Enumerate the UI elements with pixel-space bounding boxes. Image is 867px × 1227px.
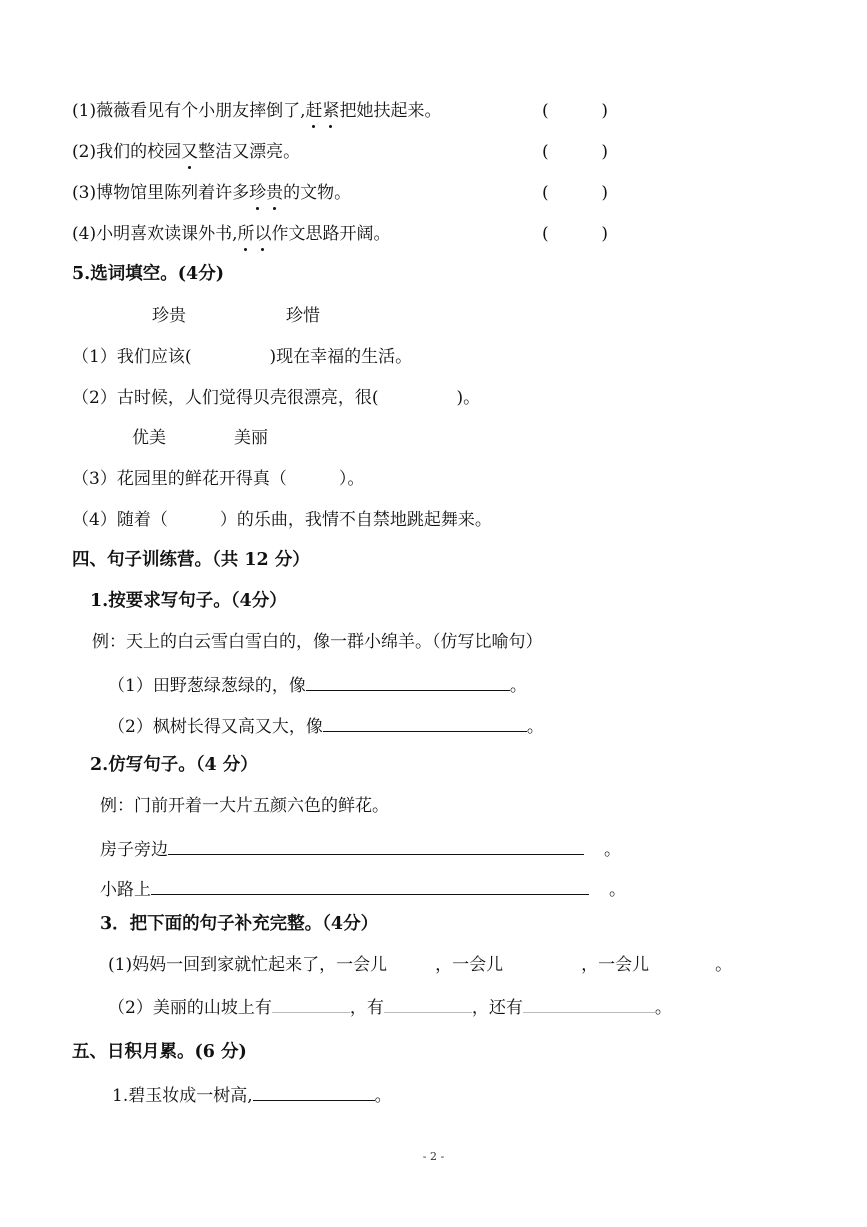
q5-s4-pre: （4）随着（ [72,510,168,530]
q5-word-option-2: 珍惜 [286,306,320,326]
q5-word-option-3: 优美 [132,428,166,448]
q4-item-1-answer-parens[interactable] [542,99,608,123]
section-4-q3-sentence-2 [108,994,672,1020]
q3-s1-a: (1)妈妈一回到家就忙起来了，一会儿 [108,955,388,975]
emphasis-dotted-char: 所 [237,224,255,244]
q5-sentence-1 [72,345,412,369]
q2-s2-post: 。 [609,880,626,900]
q4-item-2-answer-parens[interactable] [542,140,608,164]
paren-close: ) [601,142,608,162]
q4-item-1 [72,99,441,123]
section-4-q2-example: 例：门前开着一大片五颜六色的鲜花。 [100,796,389,816]
section-4-q1-sentence-1 [108,672,527,698]
q5-sentence-4 [72,508,492,532]
q4-item-3-pre: (3)博物馆里陈列着许多 [72,183,250,203]
q5-s4-post: ）的乐曲，我情不自禁地跳起舞来。 [219,510,492,530]
q4-item-4-answer-parens[interactable] [542,222,608,246]
q5-s2-pre: （2）古时候，人们觉得贝壳很漂亮，很( [72,388,379,408]
q2-s2-answer-line[interactable] [151,876,589,895]
q4-item-2-dotted [181,142,198,162]
q3-s1-c: ，一会儿 [581,955,650,975]
paren-close: ) [601,183,608,203]
q2-s2-pre: 小路上 [100,880,151,900]
emphasis-dotted-char: 又 [181,142,199,162]
q5-title: 5.选词填空。(4分) [72,264,225,284]
paren-close: ) [601,224,608,244]
sec5-q1-post: 。 [374,1086,392,1106]
q4-item-3-answer-parens[interactable] [542,181,608,205]
q3-s1-d: 。 [715,955,733,975]
q1-s2-pre: （2）枫树长得又高又大，像 [108,717,323,737]
emphasis-dotted-char: 珍 [249,183,267,203]
q1-s1-pre: （1）田野葱绿葱绿的，像 [108,676,306,696]
q3-s2-c: ，还有 [471,998,523,1018]
q4-item-2 [72,140,300,164]
paren-open: ( [542,142,549,162]
q3-s2-b: ，有 [349,998,384,1018]
q5-word-option-1: 珍贵 [152,306,186,326]
q4-item-4-dotted [237,224,271,244]
section-4-title: 四、句子训练营。（共 12 分） [72,550,310,570]
q4-item-2-post: 整洁又漂亮。 [198,142,301,162]
q1-s1-post: 。 [509,676,527,696]
q5-sentence-2 [72,386,480,410]
section-4-q2-title: 2.仿写句子。（4 分） [90,755,258,775]
q5-s3-pre: （3）花园里的鲜花开得真（ [72,469,287,489]
q5-s2-post: )。 [456,388,481,408]
section-4-q1-example: 例：天上的白云雪白雪白的，像一群小绵羊。（仿写比喻句） [92,632,543,652]
paren-open: ( [542,224,549,244]
q4-item-4-pre: (4)小明喜欢读课外书, [72,224,238,244]
section-5-title: 五、日积月累。(6 分) [72,1042,247,1062]
q2-s1-post: 。 [604,840,621,860]
sec5-q1-answer-line[interactable] [253,1082,375,1101]
emphasis-dotted-char: 赶 [305,101,323,121]
section-4-q2-sentence-2 [100,876,626,902]
q4-item-1-pre: (1)薇薇看见有个小朋友摔倒了, [72,101,306,121]
section-4-q3-sentence-1 [108,953,732,977]
section-4-q1-title: 1.按要求写句子。（4分） [90,591,287,611]
section-4-q3-title: 3．把下面的句子补充完整。（4分） [100,914,379,934]
paren-open: ( [542,101,549,121]
q4-item-1-post: 把她扶起来。 [339,101,442,121]
q5-sentence-3 [72,467,364,491]
q3-s2-blank-2[interactable] [384,994,472,1013]
q4-item-3-post: 的文物。 [283,183,352,203]
q1-s2-answer-line[interactable] [323,713,527,732]
q5-s1-post: )现在幸福的生活。 [269,347,413,367]
q2-s1-pre: 房子旁边 [100,840,168,860]
q5-s3-post: ）。 [338,469,365,489]
q4-item-3 [72,181,351,205]
section-4-q1-sentence-2 [108,713,544,739]
q2-s1-answer-line[interactable] [168,836,584,855]
q4-item-3-dotted [249,183,283,203]
emphasis-dotted-char: 紧 [322,101,340,121]
q4-item-2-pre: (2)我们的校园 [72,142,182,162]
q3-s2-blank-3[interactable] [523,994,655,1013]
emphasis-dotted-char: 以 [254,224,272,244]
q3-s1-b: ，一会儿 [435,955,504,975]
section-5-q1 [112,1082,392,1108]
section-4-q2-sentence-1 [100,836,621,862]
paren-open: ( [542,183,549,203]
q5-word-option-4: 美丽 [234,428,268,448]
q3-s2-blank-1[interactable] [272,994,350,1013]
q1-s2-post: 。 [526,717,544,737]
page-number: - 2 - [422,1150,445,1163]
q3-s2-d: 。 [654,998,672,1018]
q3-s2-a: （2）美丽的山坡上有 [108,998,272,1018]
paren-close: ) [601,101,608,121]
q4-item-4 [72,222,390,246]
q4-item-1-dotted [305,101,339,121]
q1-s1-answer-line[interactable] [306,672,510,691]
q5-s1-pre: （1）我们应该( [72,347,192,367]
sec5-q1-pre: 1.碧玉妆成一树高, [112,1086,253,1106]
q4-item-4-post: 作文思路开阔。 [271,224,391,244]
emphasis-dotted-char: 贵 [266,183,284,203]
